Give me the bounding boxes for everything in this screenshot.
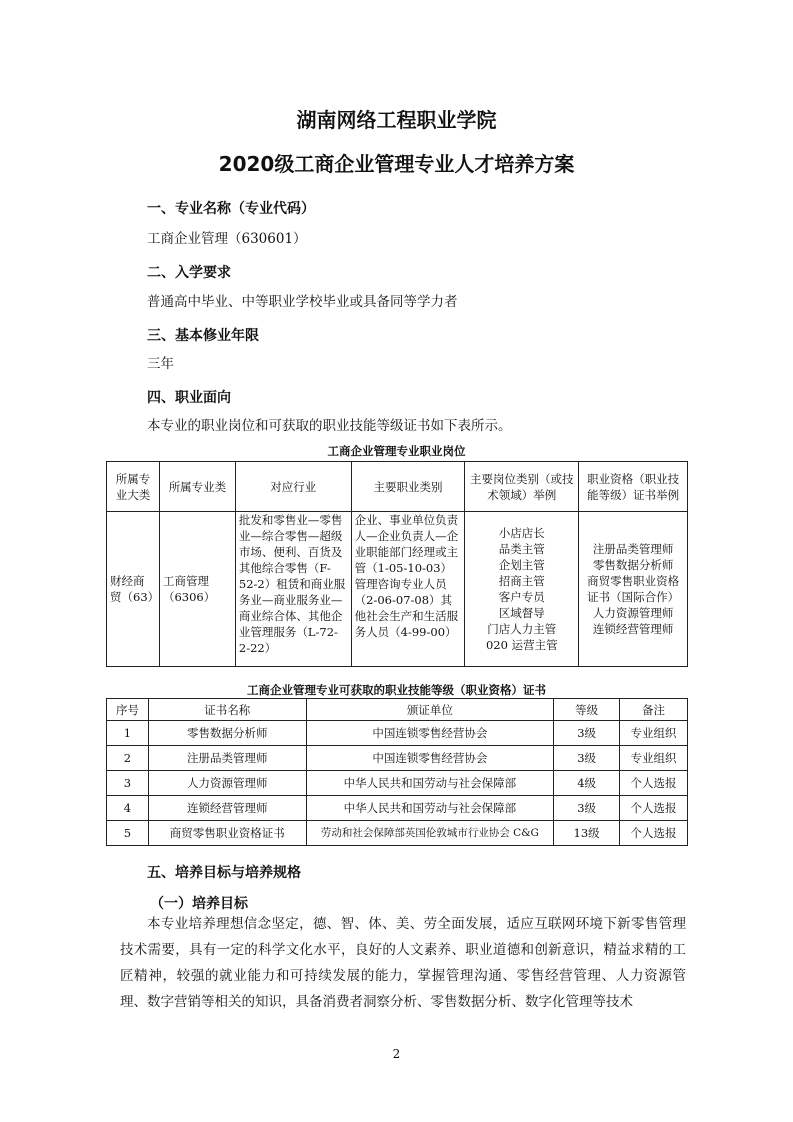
certificate-item: 注册品类管理师 [592,542,674,556]
cert-name: 零售数据分析师 [148,721,306,746]
table2-header-issuer: 颁证单位 [306,699,554,721]
table1-cell-industry: 批发和零售业—零售业—综合零售—超级市场、便利、百货及其他综合零售（F-52-2）租赁和商业服务业—商业服务业—商业综合体、其他企业管理服务（L-72-2-22） [235,512,351,667]
section-5-subheading: （一）培养目标 [150,896,248,912]
position-item: 品类主管 [498,542,545,556]
table2-header-name: 证书名称 [148,699,306,721]
section-1-heading: 一、专业名称（专业代码） [147,201,315,217]
table-row [107,796,688,821]
cert-issuer: 中国连锁零售经营协会 [306,721,554,746]
cert-issuer: 中国连锁零售经营协会 [306,746,554,771]
cert-issuer: 中华人民共和国劳动与社会保障部 [306,796,554,821]
table-row [107,721,688,746]
table2-header-note: 备注 [620,699,688,721]
cert-no: 1 [107,721,149,746]
position-item: 客户专员 [498,590,545,604]
section-1-text: 工商企业管理（630601） [147,231,307,247]
table1-cell-positions [465,512,579,667]
certificate-item: 商贸零售职业资格证书（国际合作） [587,574,680,604]
table1-cell-certificates [579,512,688,667]
cert-name: 注册品类管理师 [148,746,306,771]
cert-no: 5 [107,821,149,846]
section-4-text: 本专业的职业岗位和可获取的职业技能等级证书如下表所示。 [147,418,512,434]
position-item: 门店人力主管 [487,622,557,636]
certificate-item: 人力资源管理师 [592,606,674,620]
training-goal-paragraph: 本专业培养理想信念坚定，德、智、体、美、劳全面发展，适应互联网环境下新零售管理技术需要，具有一定的科学文化水平，良好的人文素养、职业道德和创新意识，精益求精的工匠精神，较强的就业能力和可持续发展的能力，掌握管理沟通、零售经营管理、人力资源管理、数字营销等相关的知识，具备消费者洞察分析、零售数据分析、数字化管理等技术 [120,916,686,1010]
section-3-text: 三年 [147,356,174,372]
table1-header-occupations: 主要职业类别 [351,462,465,512]
table-row [107,746,688,771]
table2-header-level: 等级 [554,699,620,721]
table1-cell-occupations: 企业、事业单位负责人—企业负责人—企业职能部门经理或主管（1-05-10-03）管理咨询专业人员（2-06-07-08）其他社会生产和生活服务人员（4-99-00） [351,512,465,667]
cert-note: 专业组织 [620,746,688,771]
cert-level: 13级 [554,821,620,846]
section-5-heading: 五、培养目标与培养规格 [147,865,301,881]
cert-level: 4级 [554,771,620,796]
cert-note: 个人选报 [620,796,688,821]
certificates-table [106,698,688,846]
cert-name: 商贸零售职业资格证书 [148,821,306,846]
section-4-heading: 四、职业面向 [147,390,231,406]
position-item: 企划主管 [498,558,545,572]
section-3-heading: 三、基本修业年限 [147,328,259,344]
cert-no: 4 [107,796,149,821]
cert-no: 3 [107,771,149,796]
cert-name: 人力资源管理师 [148,771,306,796]
cert-issuer: 中华人民共和国劳动与社会保障部 [306,771,554,796]
doc-title-plan: 2020级工商企业管理专业人才培养方案 [218,152,575,176]
certificate-item: 零售数据分析师 [592,558,674,572]
certificate-item: 连锁经营管理师 [592,622,674,636]
cert-name: 连锁经营管理师 [148,796,306,821]
table1-header-subcategory: 所属专业类 [159,462,235,512]
cert-level: 3级 [554,721,620,746]
table2-header-no: 序号 [107,699,149,721]
cert-note: 个人选报 [620,771,688,796]
cert-no: 2 [107,746,149,771]
table1-caption: 工商企业管理专业职业岗位 [327,444,466,458]
cert-level: 3级 [554,796,620,821]
table2-caption: 工商企业管理专业可获取的职业技能等级（职业资格）证书 [247,683,546,697]
position-item: 招商主管 [498,574,545,588]
cert-note: 个人选报 [620,821,688,846]
position-item: 区域督导 [498,606,545,620]
section-2-text: 普通高中毕业、中等职业学校毕业或具备同等学力者 [147,294,458,310]
page-number: 2 [392,1047,401,1061]
cert-issuer: 劳动和社会保障部英国伦敦城市行业协会 C&G [306,821,554,846]
position-item: 020 运营主管 [485,638,558,652]
doc-title-school: 湖南网络工程职业学院 [296,108,497,132]
cert-level: 3级 [554,746,620,771]
section-2-heading: 二、入学要求 [147,265,231,281]
table-row [107,771,688,796]
position-item: 小店店长 [498,526,545,540]
table1-header-category: 所属专业大类 [107,462,160,512]
table1-cell-category: 财经商贸（63） [107,512,160,667]
table1-row [107,512,688,667]
table-row [107,821,688,846]
table1-header-industry: 对应行业 [235,462,351,512]
table1-cell-subcategory: 工商管理（6306） [159,512,235,667]
table1-header-positions: 主要岗位类别（或技术领域）举例 [465,462,579,512]
cert-note: 专业组织 [620,721,688,746]
career-posts-table [106,461,688,667]
table1-header-row [107,462,688,512]
table2-header-row [107,699,688,721]
table1-header-certificates: 职业资格（职业技能等级）证书举例 [579,462,688,512]
